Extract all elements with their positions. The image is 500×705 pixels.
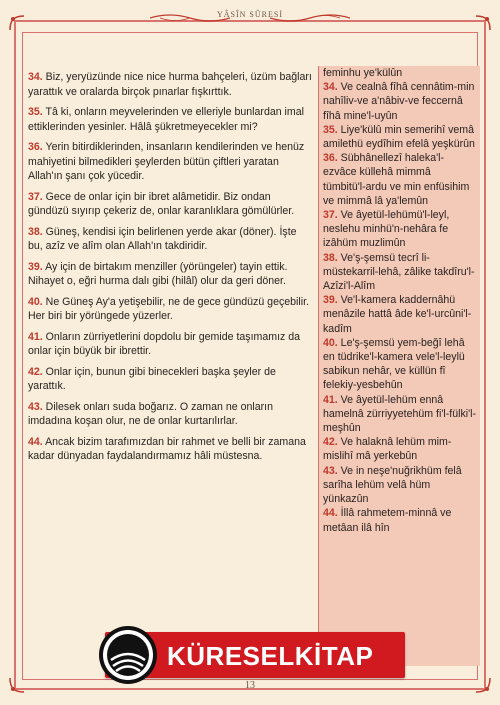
verse-text: Liye'külû min semerihî vemâ amilethü eydîhim efelâ yeşkürûn: [323, 123, 475, 151]
transliteration-verse: [319, 251, 480, 294]
translation-verse: [28, 140, 313, 184]
corner-ornament-icon: [474, 676, 492, 694]
turkish-translation-column: [28, 70, 313, 660]
verse-text: Ve'ş-şemsü tecrî li-müstekarril-lehâ, zâlike takdîru'l-Azîzi'l-Alîm: [323, 251, 475, 293]
verse-text: Le'ş-şemsü yem-beğî lehâ en tüdrike'l-kamera vele'l-leylü sabikun nehâr, ve küllün fî felekiy-yesbehûn: [323, 336, 465, 392]
verse-text: Güneş, kendisi için belirlenen yerde akar (döner). İşte bu, azîz ve alîm olan Allah'ın takdiridir.: [28, 225, 297, 252]
header-ornament-icon: [150, 12, 230, 24]
transliteration-verse: [319, 123, 480, 151]
verse-number: 39.: [28, 260, 43, 273]
verse-number: 34.: [28, 71, 43, 83]
translation-verse: [28, 295, 313, 324]
transliteration-verse: [319, 80, 480, 123]
translation-verse: [28, 260, 313, 289]
verse-number: 43.: [323, 464, 338, 477]
verse-number: 39.: [323, 294, 338, 307]
verse-number: 42.: [323, 436, 338, 449]
translation-verse: [28, 190, 313, 219]
translation-verse: [28, 70, 313, 99]
verse-number: 40.: [323, 336, 338, 349]
verse-number: 36.: [323, 152, 338, 165]
verse-number: 42.: [28, 365, 43, 378]
page-header: [0, 6, 500, 30]
header-ornament-icon: [270, 12, 350, 24]
verse-number: 38.: [28, 225, 43, 238]
page-number: 13: [245, 680, 255, 691]
transliteration-verse: [319, 208, 480, 251]
logo-emblem-icon: [99, 626, 157, 684]
verse-text: Ancak bizim tarafımızdan bir rahmet ve belli bir zamana kadar dünyadan faydalandırmamız hâli müstesna.: [28, 435, 306, 462]
verse-text: Dilesek onları suda boğarız. O zaman ne onların imdadına koşan olur, ne de onlar kurtarılırlar.: [28, 400, 273, 427]
transliteration-verse: [319, 293, 480, 336]
verse-number: 40.: [28, 295, 43, 308]
surah-title: YÂSÎN SÛRESİ: [216, 10, 283, 19]
transliteration-verse: [319, 393, 480, 436]
translation-verse: [28, 435, 313, 464]
verse-number: 35.: [323, 123, 338, 136]
translation-verse: [28, 225, 313, 254]
verse-text: Ve cealnâ fîhâ cennâtim-min nahîliv-ve a'nâbiv-ve feccernâ fîhâ mine'l-uyûn: [323, 81, 475, 122]
verse-text: feminhu ye'külûn: [323, 67, 403, 79]
verse-text: Sübhânellezî haleka'l-ezvâce küllehâ mimmâ tümbitü'l-ardu ve min enfüsihim ve mimmâ lâ ya'lemûn: [323, 152, 470, 207]
verse-text: Ay için de birtakım menziller (yörüngeler) tayin ettik. Nihayet o, eğri hurma dalı gibi (hilâl) olur da geri döner.: [28, 260, 288, 287]
verse-number: 44.: [323, 507, 338, 520]
verse-text: Ve in neşe'nuğrikhüm felâ sarîha lehüm velâ hüm yünkazûn: [323, 464, 462, 506]
translation-verse: [28, 400, 313, 429]
verse-text: Ve'l-kamera kaddernâhü menâzile hattâ âde ke'l-urcûni'l-kadîm: [323, 294, 472, 335]
verse-text: İllâ rahmetem-minnâ ve metâan ilâ hîn: [323, 507, 452, 534]
verse-number: 41.: [28, 330, 43, 343]
verse-text: Ve halaknâ lehüm mim-mislihî mâ yerkebûn: [323, 436, 452, 463]
verse-number: 41.: [323, 393, 338, 406]
transliteration-verse: [319, 336, 480, 393]
transliteration-verse: [319, 151, 480, 208]
translation-verse: [28, 330, 313, 359]
translation-verse: [28, 365, 313, 394]
verse-text: Yerin bitirdiklerinden, insanların kendilerinden ve henüz mahiyetini bilmedikleri şeylerden bütün çiftleri yaratan Allah'ın şanı çok yücedir.: [28, 141, 305, 182]
translation-verse: [28, 105, 313, 134]
verse-number: 38.: [323, 251, 338, 264]
verse-number: 37.: [28, 190, 43, 203]
transliteration-verse: [319, 435, 480, 463]
verse-text: Onlar için, bunun gibi binecekleri başka şeyler de yarattık.: [28, 365, 276, 392]
verse-text: Tâ ki, onların meyvelerinden ve elleriyle bunlardan imal ettiklerinden yesinler. Hâlâ şükretmeyecekler mi?: [28, 106, 304, 133]
verse-text: Gece de onlar için bir ibret alâmetidir. Biz ondan gündüzü sıyırıp çekeriz de, onlar karanlıklara gömülürler.: [28, 190, 295, 217]
verse-text: Onların zürriyetlerini dopdolu bir gemide taşımamız da onlar için büyük bir ibrettir.: [28, 330, 301, 357]
verse-text: Ve âyetül-lehüm ennâ hamelnâ zürriyyetehüm fi'l-fülki'l-meşhûn: [323, 393, 476, 435]
verse-number: 44.: [28, 435, 43, 448]
verse-text: Ve âyetül-lehümü'l-leyl, neslehu minhü'n-nehâra fe izâhüm muzlimûn: [323, 209, 450, 250]
publisher-logo: [105, 632, 405, 678]
corner-ornament-icon: [8, 676, 26, 694]
verse-number: 34.: [323, 81, 338, 94]
verse-text: Ne Güneş Ay'a yetişebilir, ne de gece gündüzü geçebilir. Her biri bir yörüngede yüzerler.: [28, 295, 309, 322]
verse-number: 36.: [28, 141, 43, 153]
transliteration-verse: [319, 66, 480, 80]
transliteration-column: [318, 66, 480, 666]
transliteration-verse: [319, 464, 480, 507]
transliteration-verse: [319, 506, 480, 534]
logo-text: KÜRESELKİTAP: [167, 641, 374, 671]
verse-number: 43.: [28, 400, 43, 413]
verse-number: 35.: [28, 106, 43, 118]
verse-number: 37.: [323, 209, 338, 222]
verse-text: Biz, yeryüzünde nice nice hurma bahçeleri, üzüm bağları yarattık ve oralarda birçok pınarlar fışkırttık.: [28, 71, 312, 98]
